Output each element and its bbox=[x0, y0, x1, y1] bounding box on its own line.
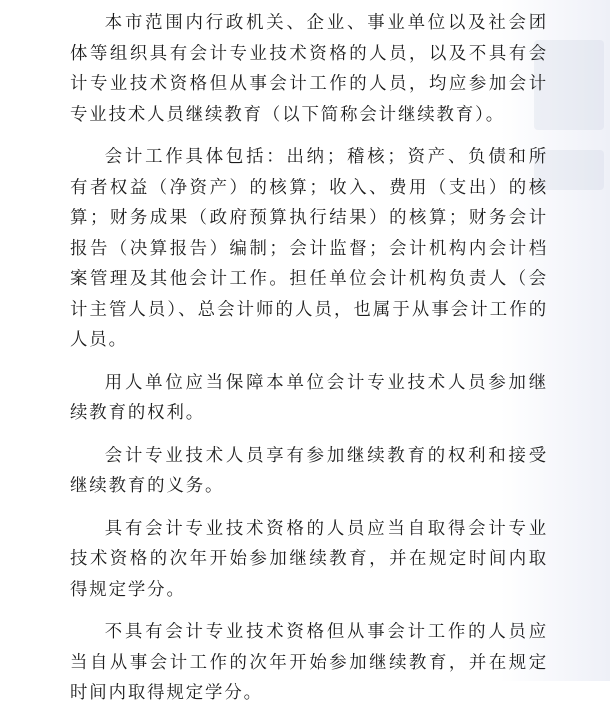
paragraph: 会计工作具体包括：出纳；稽核；资产、负债和所有者权益（净资产）的核算；收入、费用（支出）的核算；财务成果（政府预算执行结果）的核算；财务会计报告（决算报告）编制；会计监督；会计机构内会计档案管理及其他会计工作。担任单位会计机构负责人（会计主管人员）、总会计师的人员，也属于从事会计工作的人员。 bbox=[70, 147, 548, 350]
document-body bbox=[70, 8, 548, 721]
paragraph: 不具有会计专业技术资格但从事会计工作的人员应当自从事会计工作的次年开始参加继续教育，并在规定时间内取得规定学分。 bbox=[70, 622, 548, 703]
paragraph: 具有会计专业技术资格的人员应当自取得会计专业技术资格的次年开始参加继续教育，并在规定时间内取得规定学分。 bbox=[70, 518, 548, 600]
paragraph: 用人单位应当保障本单位会计专业技术人员参加继续教育的权利。 bbox=[70, 372, 548, 423]
paragraph: 本市范围内行政机关、企业、事业单位以及社会团体等组织具有会计专业技术资格的人员，以及不具有会计专业技术资格但从事会计工作的人员，均应参加会计专业技术人员继续教育（以下简称会计继续教育）。 bbox=[70, 13, 548, 125]
paragraph: 会计专业技术人员享有参加继续教育的权利和接受继续教育的义务。 bbox=[70, 445, 548, 496]
